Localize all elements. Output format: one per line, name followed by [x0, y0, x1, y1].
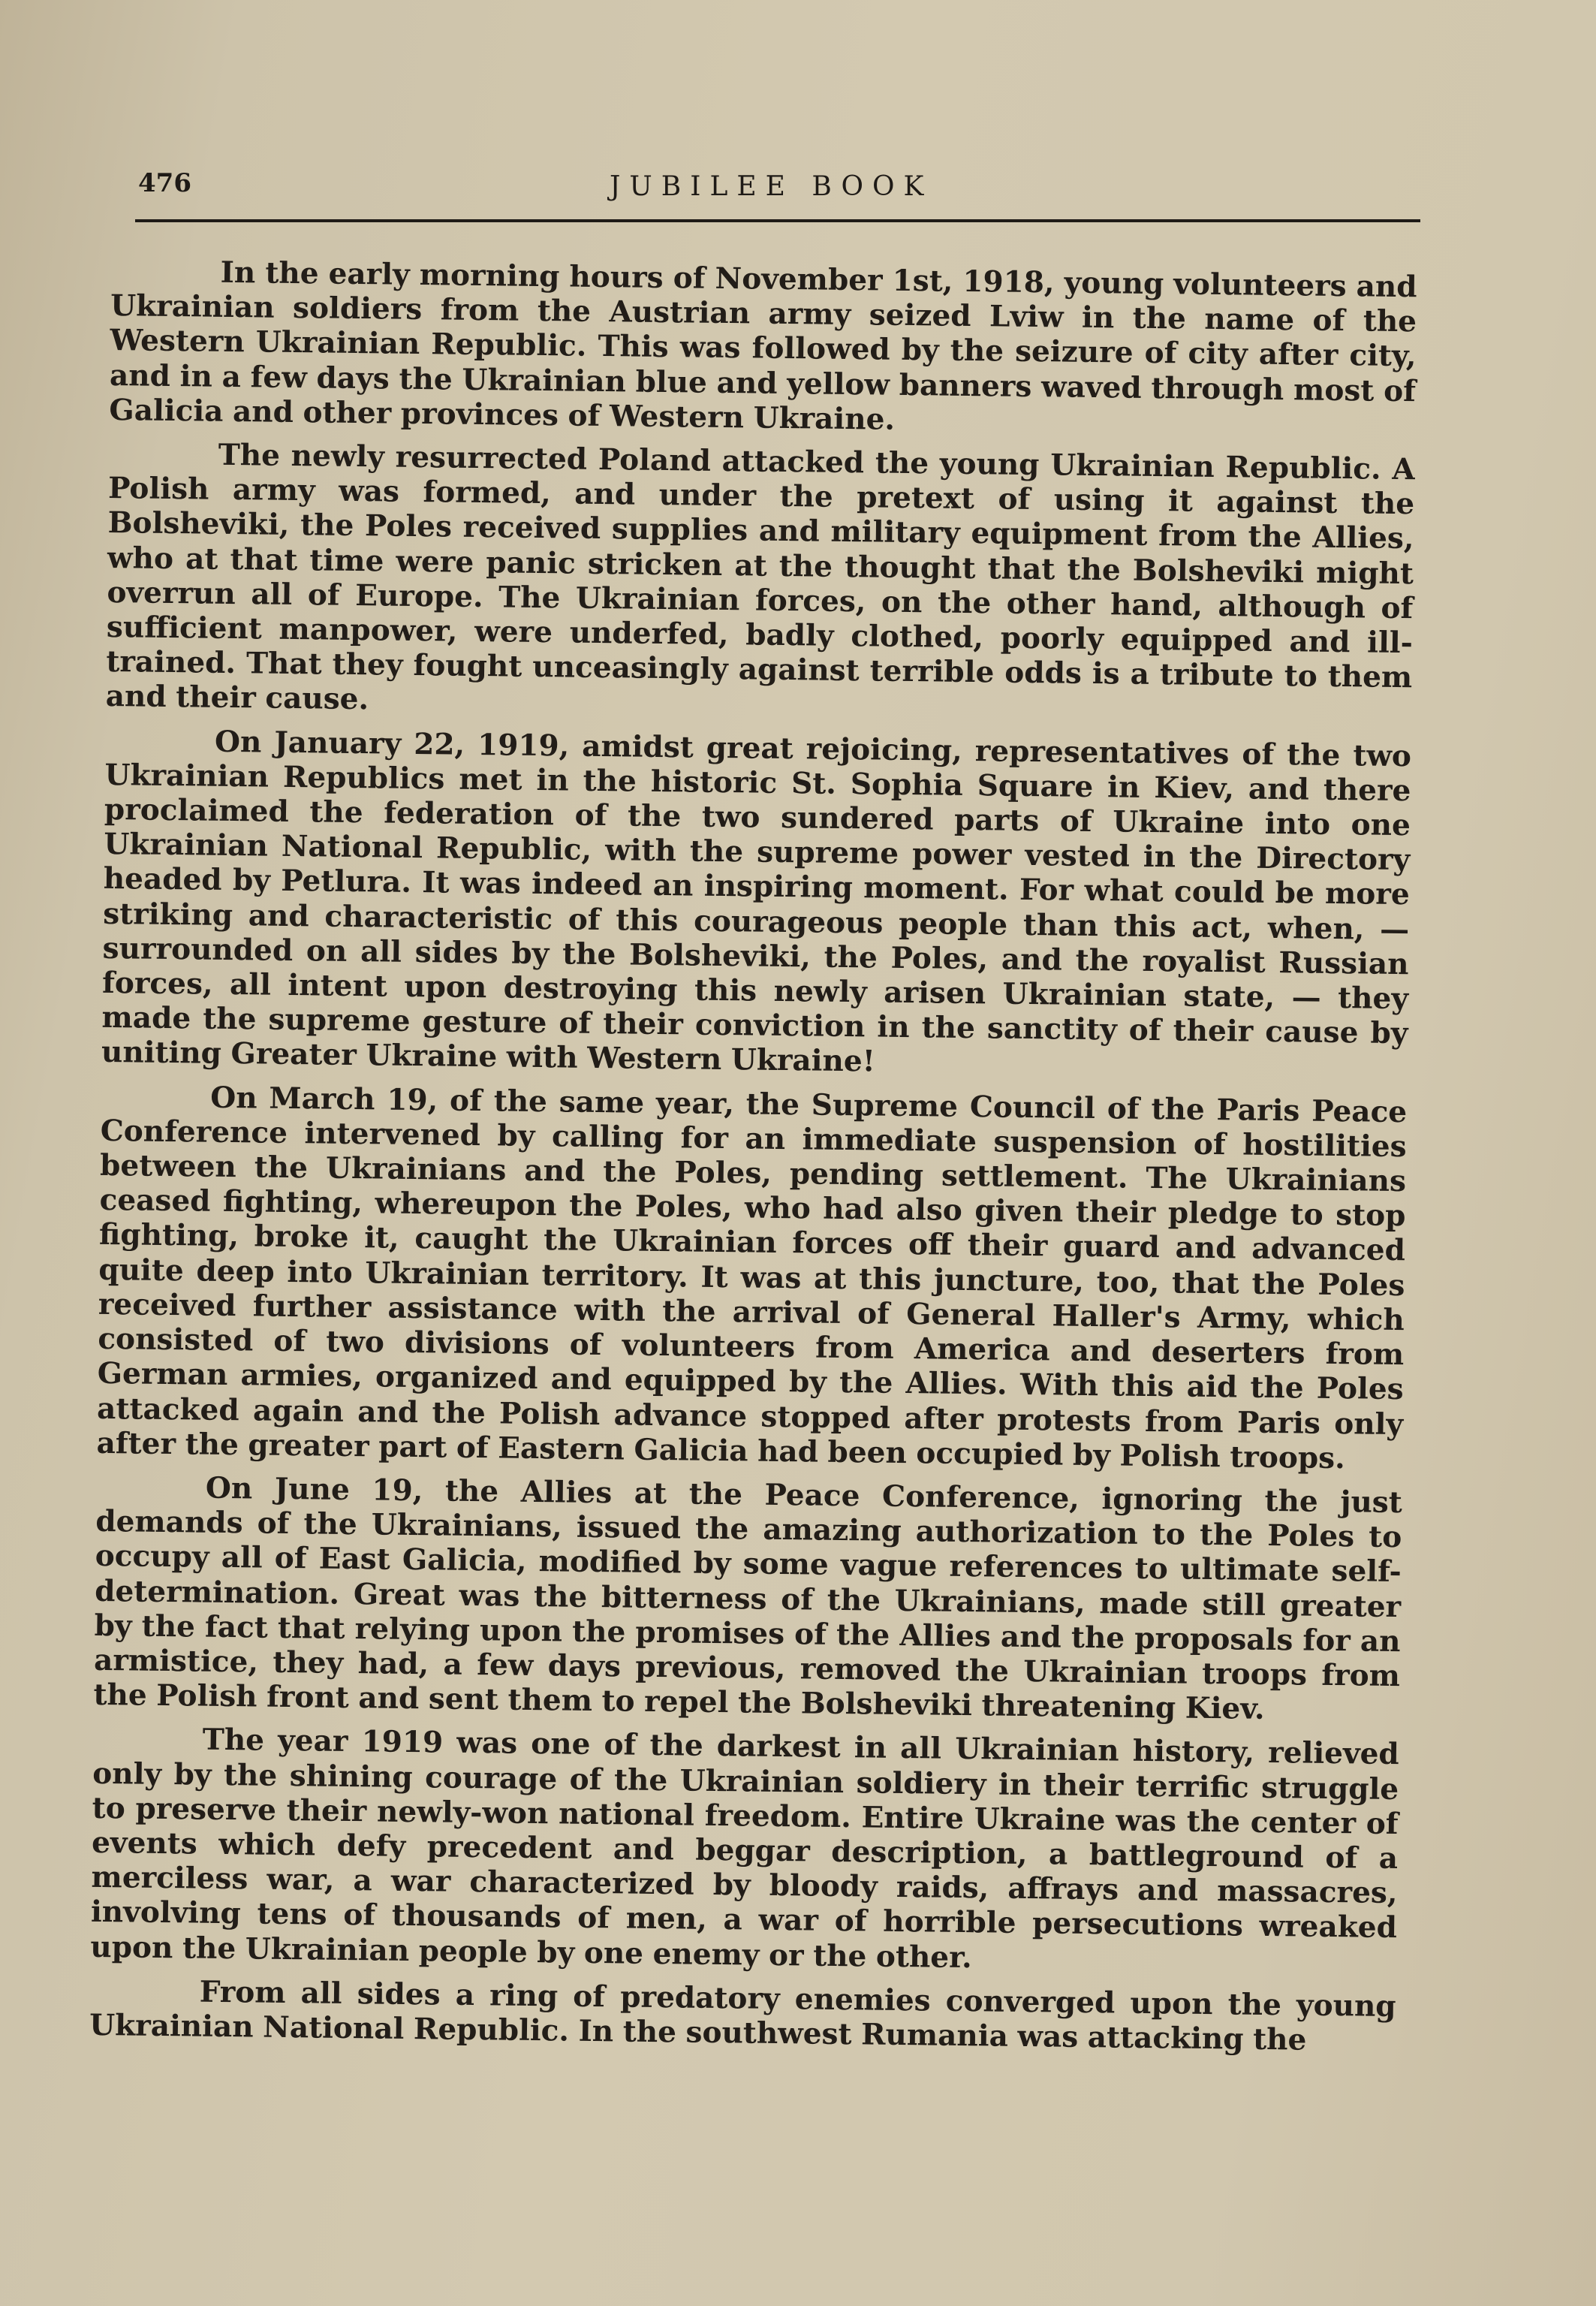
paragraph-5: On June 19, the Allies at the Peace Conference, ignoring the just demands of the Ukrainians, issued the amazing authorization to the Poles to occupy all of East Galicia, modified by some vague references to ultimate self-determination. Great was the bitterness of the Ukrainians, made still greater by the fact that relying upon the promises of the Allies and the proposals for an armistice, they had, a few days previous, removed the Ukrainian troops from the Polish front and sent them to repel the Bolsheviki threatening Kiev. [93, 1470, 1403, 1727]
paragraph-6: The year 1919 was one of the darkest in all Ukrainian history, relieved only by the shining courage of the Ukrainian soldiery in their terrific struggle to preserve their newly-won national freedom. Entire Ukraine was the center of events which defy precedent and beggar description, a battleground of a merciless war, a war characterized by bloody raids, affrays and massacres, involving tens of thousands of men, a war of horrible persecutions wreaked upon the Ukrainian people by one enemy or the other. [90, 1722, 1399, 1975]
paragraph-4: On March 19, of the same year, the Supreme Council of the Paris Peace Conference intervened by calling for an immediate suspension of hostilities between the Ukrainians and the Poles, pending settlement. The Ukrainians ceased fighting, whereupon the Poles, who had also given their pledge to stop fighting, broke it, caught the Ukrainian forces off their guard and advanced quite deep into Ukrainian territory. It was at this juncture, too, that the Poles received further assistance with the arrival of General Haller's Army, which consisted of two divisions of volunteers from America and deserters from German armies, organized and equipped by the Allies. With this aid the Poles attacked again and the Polish advance stopped after protests from Paris only after the greater part of Eastern Galicia had been occupied by Polish troops. [96, 1080, 1408, 1476]
paragraph-1: In the early morning hours of November 1st, 1918, young volunteers and Ukrainian soldiers from the Austrian army seized Lviw in the name of the Western Ukrainian Republic. This was followed by the seizure of city after city, and in a few days the Ukrainian blue and yellow banners waved through most of Galicia and other provinces of Western Ukraine. [109, 255, 1417, 437]
page-number: 476 [138, 168, 191, 198]
running-title: JUBILEE BOOK [610, 171, 933, 202]
paragraph-7: From all sides a ring of predatory enemies converged upon the young Ukrainian National Republic. In the southwest Rumania was attacking the [89, 1974, 1396, 2057]
page-header [137, 162, 1419, 210]
paragraph-2: The newly resurrected Poland attacked the young Ukrainian Republic. A Polish army was formed, and under the pretext of using it against the Bolsheviki, the Poles received supplies and military equipment from the Allies, who at that time were panic stricken at the thought that the Bolsheviki might overrun all of Europe. The Ukrainian forces, on the other hand, although of sufficient manpower, were underfed, badly clothed, poorly equipped and ill-trained. That they fought unceasingly against terrible odds is a tribute to them and their cause. [105, 437, 1415, 717]
header-rule [135, 219, 1420, 222]
paragraph-3: On January 22, 1919, amidst great rejoicing, representatives of the two Ukrainian Republics met in the historic St. Sophia Square in Kiev, and there proclaimed the federation of the two sundered parts of Ukraine into one Ukrainian National Republic, with the supreme power vested in the Directory headed by Petlura. It was indeed an inspiring moment. For what could be more striking and characteristic of this courageous people than this act, when, — surrounded on all sides by the Bolsheviki, the Poles, and the royalist Russian forces, all intent upon destroying this newly arisen Ukrainian state, — they made the supreme gesture of their conviction in the sanctity of their cause by uniting Greater Ukraine with Western Ukraine! [101, 724, 1412, 1079]
body-text [89, 254, 1417, 2067]
